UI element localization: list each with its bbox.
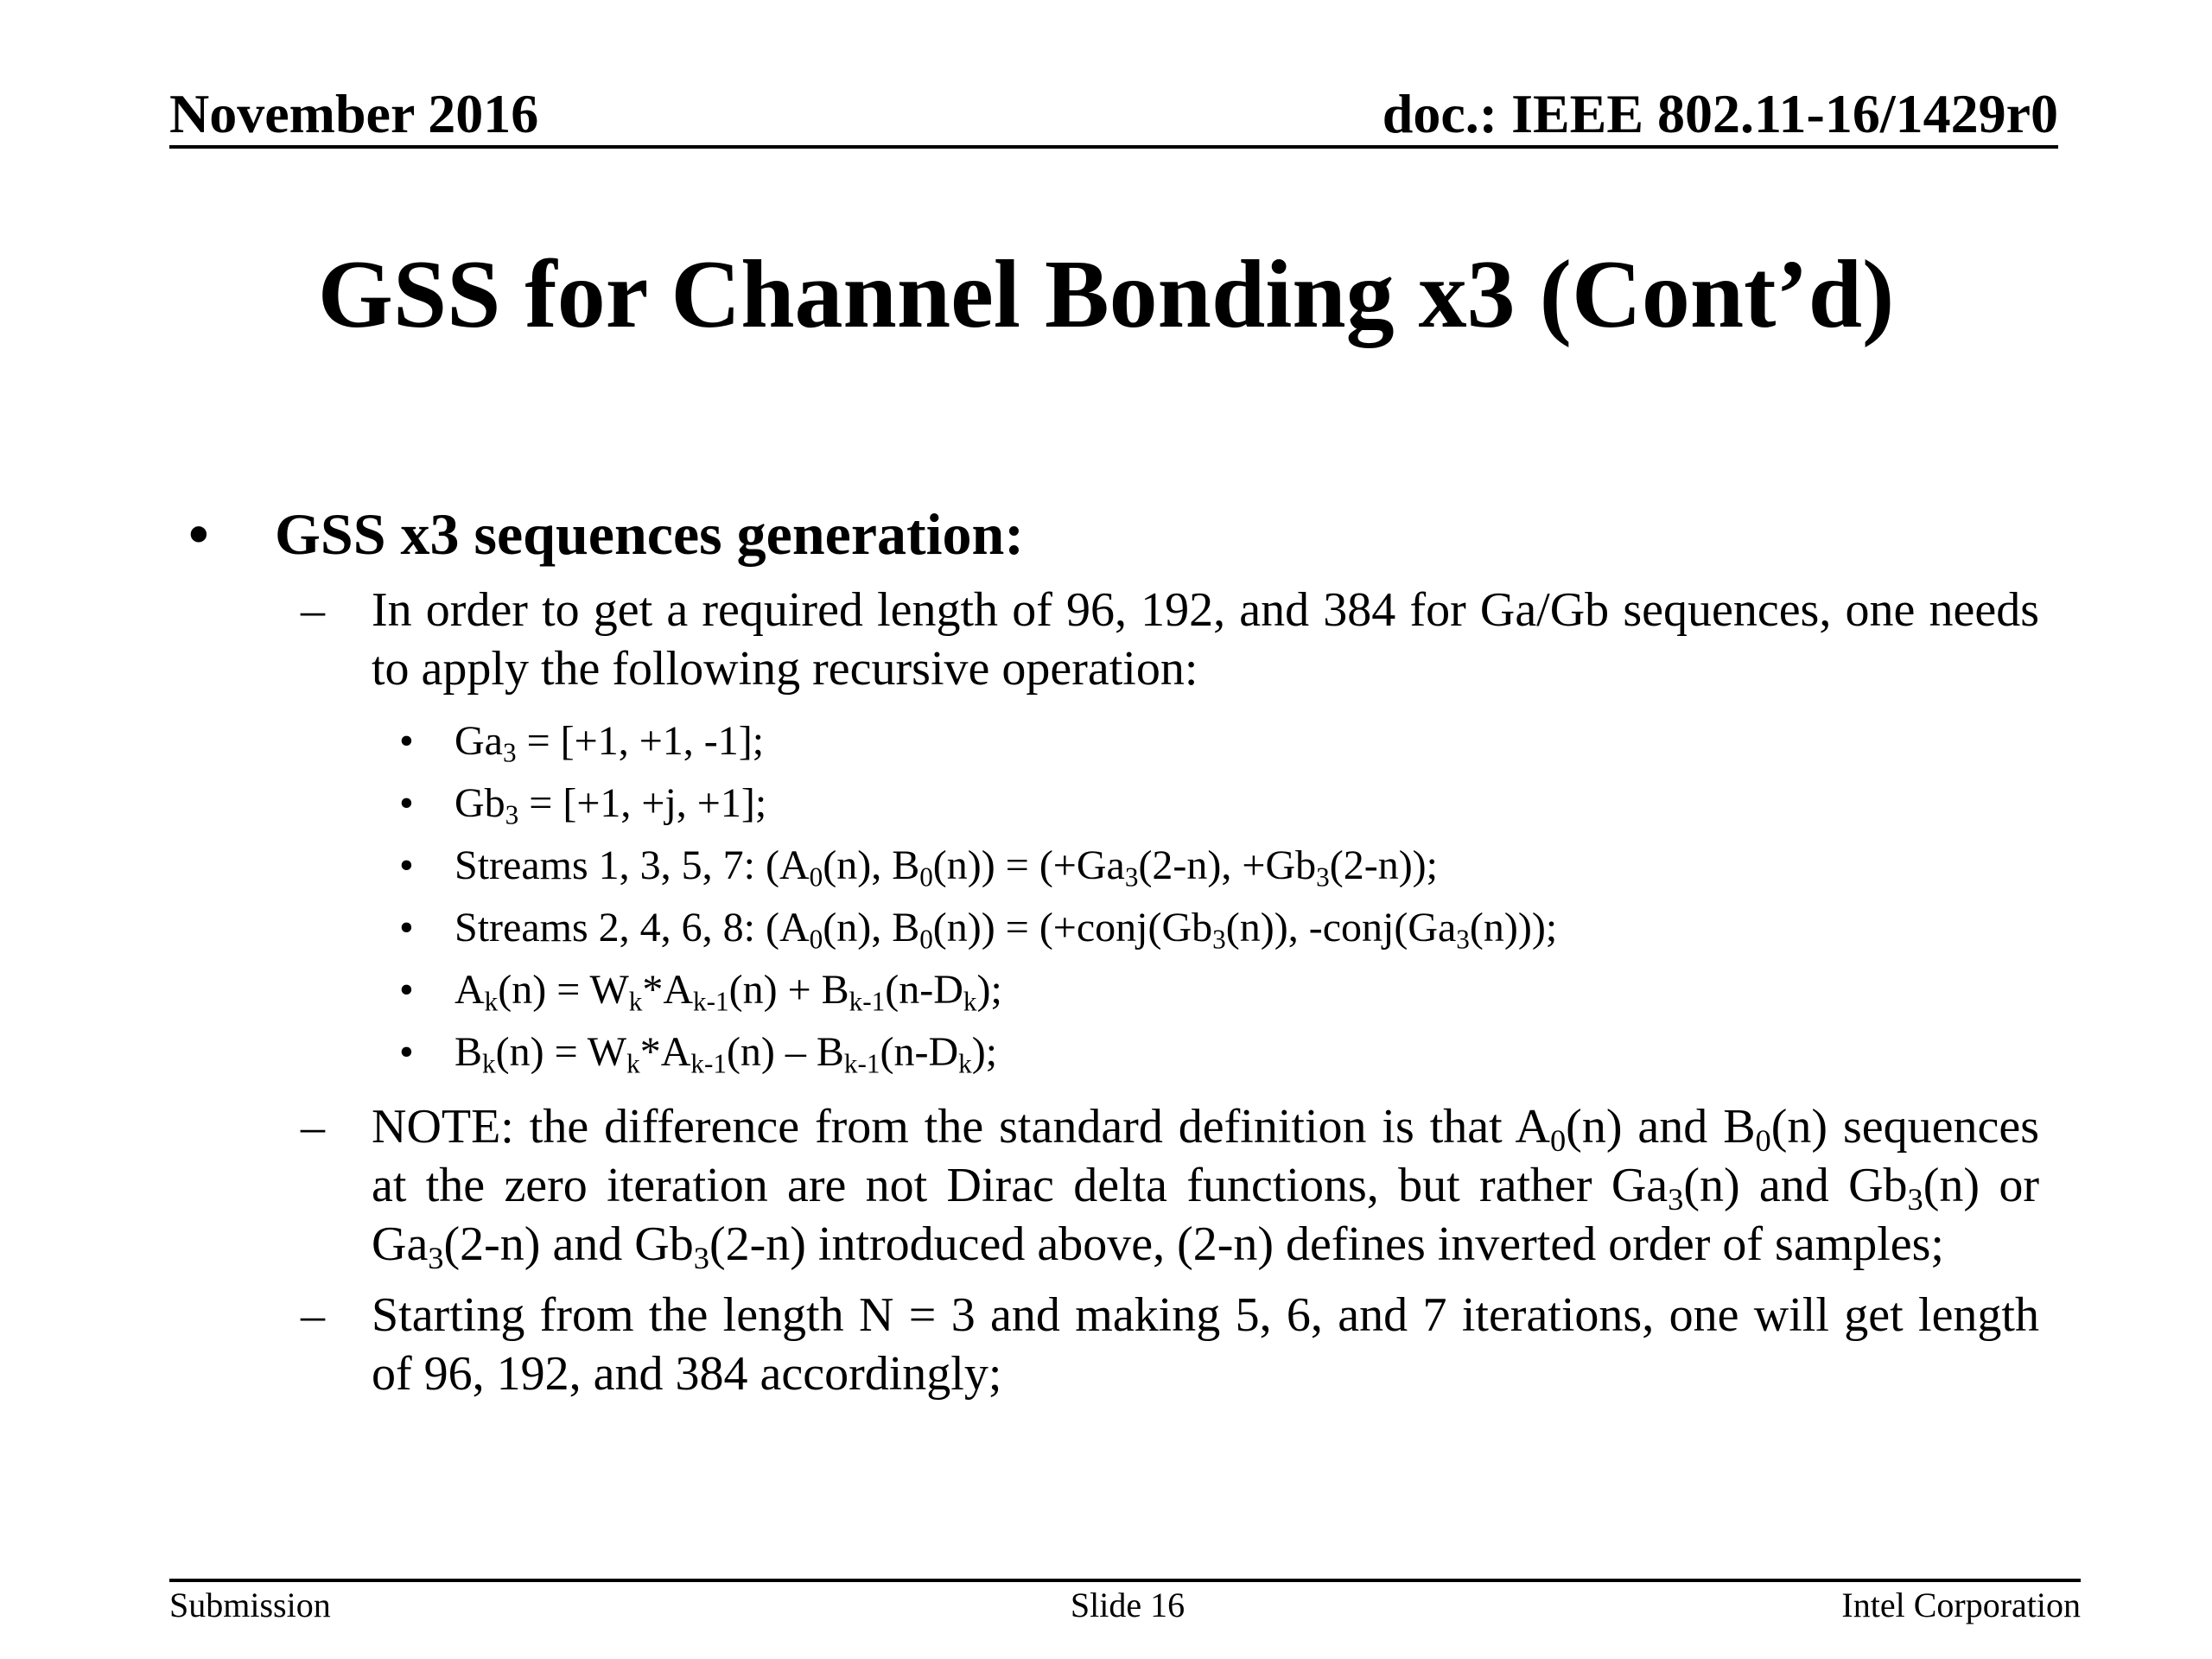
- footer-rule: [169, 1579, 2081, 1582]
- note-text: (n) and B: [1566, 1100, 1756, 1154]
- note-subscript: 3: [428, 1241, 444, 1276]
- eq-subscript: 0: [809, 861, 823, 893]
- eq-subscript: 3: [1316, 861, 1330, 893]
- eq-text: (n) + B: [728, 967, 849, 1013]
- eq-text: = [+1, +j, +1];: [518, 780, 767, 826]
- equation-gb3: [399, 772, 2212, 835]
- note-subscript: 0: [1549, 1123, 1567, 1159]
- note-text: (n) and Gb: [1683, 1159, 1908, 1212]
- equation-bk: [399, 1021, 2212, 1084]
- eq-subscript: k: [958, 1048, 972, 1079]
- footer-organization: Intel Corporation: [1841, 1586, 2081, 1624]
- slide-body: [0, 499, 2212, 1403]
- slide-title: GSS for Channel Bonding x3 (Cont’d): [317, 241, 1895, 348]
- eq-subscript: k-1: [690, 1048, 727, 1079]
- note-text: (n) or Ga: [372, 1159, 2040, 1271]
- note-subscript: 3: [1907, 1182, 1923, 1217]
- note-text: (n) sequences at the zero iteration are not Dirac delta functions, but rather Ga: [372, 1100, 2039, 1212]
- start-text: Starting from the length N = 3 and making 5, 6, and 7 iterations, one will get length of 96, 192, and 384 accordingly;: [372, 1288, 2039, 1401]
- eq-subscript: k: [626, 1048, 640, 1079]
- bullet-marker: •: [399, 718, 414, 764]
- eq-subscript: k-1: [693, 986, 729, 1017]
- dash-marker: –: [301, 1100, 325, 1154]
- eq-text: (n)), -conj(Ga: [1225, 905, 1457, 950]
- footer-submission: Submission: [169, 1586, 331, 1624]
- eq-subscript: 3: [505, 799, 519, 830]
- eq-text: Streams 2, 4, 6, 8: (A: [454, 905, 810, 950]
- note-subscript: 3: [693, 1241, 709, 1276]
- eq-text: Ga: [454, 718, 503, 764]
- eq-text: B: [454, 1029, 483, 1075]
- eq-subscript: k: [484, 986, 499, 1017]
- bullet-marker: •: [399, 967, 414, 1013]
- eq-subscript: k-1: [849, 986, 886, 1017]
- eq-text: (n) = W: [498, 967, 629, 1013]
- eq-text: A: [454, 967, 485, 1013]
- main-bullet: [188, 499, 2046, 569]
- main-bullet-text: GSS x3 sequences generation:: [275, 501, 1024, 567]
- dash-marker: –: [301, 583, 325, 637]
- note-text: NOTE: the difference from the standard definition is that A: [372, 1100, 1550, 1154]
- eq-text: (2-n), +Gb: [1138, 842, 1317, 888]
- bullet-marker: •: [399, 842, 414, 888]
- intro-text: In order to get a required length of 96, 192, and 384 for Ga/Gb sequences, one needs to apply the following recursive operation:: [372, 583, 2039, 696]
- eq-text: (n-D: [885, 967, 963, 1013]
- bullet-marker: •: [399, 905, 414, 950]
- eq-subscript: k: [628, 986, 643, 1017]
- note-text: (2-n) and Gb: [443, 1217, 694, 1271]
- eq-text: (2-n));: [1329, 842, 1438, 888]
- bullet-marker: •: [399, 780, 414, 826]
- eq-text: *A: [639, 1029, 691, 1075]
- eq-subscript: 3: [1212, 924, 1226, 955]
- eq-text: (n), B: [823, 842, 920, 888]
- intro-item: [301, 581, 2039, 698]
- note-item: [301, 1097, 2040, 1276]
- eq-text: );: [971, 1029, 998, 1075]
- eq-text: = [+1, +1, -1];: [516, 718, 765, 764]
- eq-text: *A: [642, 967, 694, 1013]
- eq-text: (n)) = (+conj(Gb: [932, 905, 1213, 950]
- equation-ga3: [399, 710, 2212, 772]
- start-item: [301, 1286, 2039, 1403]
- eq-subscript: 3: [1456, 924, 1470, 955]
- header-date: November 2016: [169, 83, 539, 144]
- eq-subscript: k-1: [843, 1048, 880, 1079]
- note-text: (2-n) introduced above, (2-n) defines inverted order of samples;: [709, 1217, 1944, 1271]
- eq-text: Gb: [454, 780, 505, 826]
- bullet-marker: •: [188, 501, 209, 567]
- eq-text: (n)));: [1469, 905, 1558, 950]
- eq-subscript: 0: [809, 924, 823, 955]
- eq-text: (n) – B: [726, 1029, 844, 1075]
- equation-streams-odd: [399, 835, 2212, 897]
- eq-subscript: 0: [919, 924, 933, 955]
- eq-text: (n) = W: [495, 1029, 627, 1075]
- eq-subscript: 3: [502, 737, 517, 768]
- equation-ak: [399, 959, 2212, 1021]
- eq-subscript: k: [963, 986, 977, 1017]
- header-rule: [169, 145, 2058, 149]
- eq-text: );: [976, 967, 1002, 1013]
- eq-text: (n-D: [880, 1029, 959, 1075]
- footer-slide-number: Slide 16: [1070, 1586, 1185, 1624]
- equation-streams-even: [399, 897, 2212, 959]
- eq-subscript: 3: [1124, 861, 1139, 893]
- eq-subscript: 0: [919, 861, 933, 893]
- note-subscript: 3: [1668, 1182, 1684, 1217]
- eq-text: (n), B: [823, 905, 920, 950]
- eq-text: (n)) = (+Ga: [932, 842, 1125, 888]
- bullet-marker: •: [399, 1029, 414, 1075]
- note-subscript: 0: [1755, 1123, 1771, 1159]
- header-doc-id: doc.: IEEE 802.11-16/1429r0: [1382, 83, 2058, 144]
- eq-subscript: k: [482, 1048, 496, 1079]
- dash-marker: –: [301, 1288, 325, 1342]
- eq-text: Streams 1, 3, 5, 7: (A: [454, 842, 810, 888]
